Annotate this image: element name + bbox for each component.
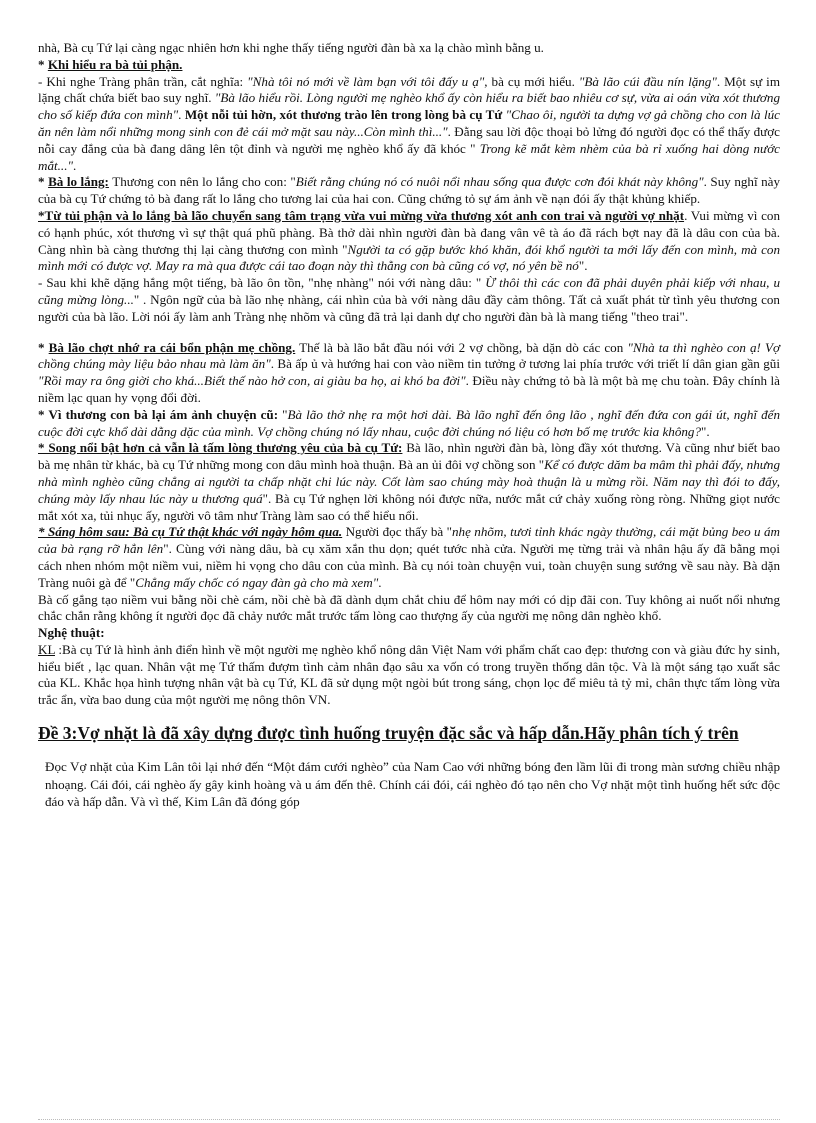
paragraph (38, 208, 780, 275)
text: ". (578, 258, 588, 274)
heading-text: * Vì thương con bà lại ám ảnh chuyện cũ: (38, 406, 279, 422)
text: ". Cùng với nàng dâu, bà cụ xăm xắn thu dọn; quét tước nhà cửa. Người mẹ từng trải và nhân hậu ấy đã bằng mọi cách nhen nhóm một niềm vui, niềm hi vọng cho dâu con của mình. Bà cụ nói toàn chuyện vui, toàn chuyện sung sướng về sau này. Bà dặn Tràng nuôi gà để " (38, 541, 780, 590)
paragraph (38, 440, 780, 524)
text: " (278, 406, 288, 422)
text: . Suy nghĩ này của bà cụ Tứ chứng tỏ bà đang rất lo lắng cho tương lai của hai con. Cũng chứng tỏ sự ám ảnh về nạn đói ấy thật khủng khiếp. (38, 174, 781, 207)
text: Thế là bà lão bắt đầu nói với 2 vợ chồng, bà dặn dò các con (295, 339, 628, 355)
text: ". (701, 423, 710, 439)
bullet-star: * (38, 56, 48, 72)
heading-text: Khi hiểu ra bà tủi phận. (47, 56, 183, 72)
quote: Người ta có gặp bước khó khăn, đói khổ người ta mới lấy đến con mình, mà con mình mới có được vợ. May ra mà qua được cái tao đoạn này thì thằng con bà cũng có vợ, nó yên bề nó (38, 241, 780, 274)
quote: Kể có được dăm ba mâm thì phải đấy, nhưng nhà mình nghèo cũng chẳng ai người ta chấp nhặt chi lúc này. Cốt làm sao chúng mày hoà thuận là u mừng rồi. Năm nay thì đói to đấy, chúng mày lấy nhau lúc này u thương quá (38, 457, 780, 506)
paragraph (38, 340, 780, 407)
heading-text: * Sáng hôm sau: Bà cụ Tứ thật khác với ngày hôm qua. (38, 524, 343, 540)
paragraph (38, 275, 780, 325)
text: . Vui mừng vì con có hạnh phúc, xót thương vì sự thật quá phũ phàng. Bà thở dài nhìn người đàn bà đang vân vê tà áo đã rách bợt nay đã là dâu con của bà. Càng nhìn bà càng thương thị lại càng thương con mình " (38, 207, 781, 257)
paragraph (38, 174, 780, 208)
text: . Một sự im lặng chất chứa biết bao suy nghĩ. (38, 73, 781, 106)
bullet-star: * (38, 339, 49, 355)
paragraph (38, 524, 780, 591)
quote: "Rồi may ra ông giời cho khá...Biết thế nào hở con, ai giàu ba họ, ai khó ba đời" (38, 373, 466, 389)
quote: "Bà lão cúi đầu nín lặng" (578, 73, 717, 89)
text: nhà, Bà cụ Tứ lại càng ngạc nhiên hơn khi nghe thấy tiếng người đàn bà xa lạ chào mình bằng u. (38, 40, 544, 55)
paragraph (38, 40, 780, 57)
section-heading (38, 57, 780, 74)
section-heading (38, 625, 780, 642)
text: . Điều này chứng tỏ bà là một bà mẹ chu toàn. Đây chính là niềm lạc quan hy vọng đổi đời. (38, 373, 780, 405)
paragraph (38, 592, 780, 626)
heading-text: * Song nổi bật hơn cả vẫn là tấm lòng thương yêu của bà cụ Tứ: (38, 440, 403, 456)
text: . (378, 574, 382, 590)
text: Thương con nên lo lắng cho con: " (108, 174, 296, 190)
heading-text: *Từ tủi phận và lo lắng bà lão chuyển sang tâm trạng vừa vui mừng vừa thương xót anh con trai và người vợ nhặt (38, 207, 685, 223)
paragraph (38, 642, 780, 709)
quote: "Bà lão hiểu rồi. Lòng người mẹ nghèo khổ ấy còn hiểu ra biết bao nhiêu cơ sự, vừa ai oán vừa xót thương cho số kiếp đứa con mình" (38, 90, 780, 123)
page-bottom-rule (38, 1119, 780, 1123)
text: - Sau khi khẽ dặng hắng một tiếng, bà lão ôn tồn, "nhẹ nhàng" nói với nàng dâu: " (38, 275, 486, 291)
text: . (178, 107, 185, 123)
text: . Đằng sau lời độc thoại bỏ lửng đó người đọc có thể thấy được nỗi cay đắng của bà đang dâng lên tột đỉnh và người mẹ nghèo khổ ấy đã khóc " (38, 123, 780, 156)
quote: "Chao ôi, người ta dựng vợ gả chồng cho con là lúc ăn nên làm nổi những mong sinh con đẻ cái mở mặt sau này...Còn mình thì..." (38, 107, 780, 139)
text: - Khi nghe Tràng phân trần, cắt nghĩa: (38, 73, 248, 89)
essay-title: Đề 3:Vợ nhặt là đã xây dựng được tình huống truyện đặc sắc và hấp dẫn.Hãy phân tích ý trên (38, 723, 739, 744)
spacer (38, 326, 780, 340)
quote: Chẳng mấy chốc có ngay đàn gà cho mà xem" (135, 574, 379, 590)
text: , bà cụ mới hiểu. (484, 73, 579, 89)
quote: "Nhà ta thì nghèo con ạ! Vợ chồng chúng mày liệu bảo nhau mà làm ăn" (38, 339, 780, 372)
text: Người đọc thấy bà " (342, 524, 452, 540)
text: " . Ngôn ngữ của bà lão nhẹ nhàng, cái nhìn của bà với nàng dâu đầy cảm thông. Tất cả xuất phát từ tình yêu thương con người của bà lão. Lời nói ấy làm anh Tràng nhẹ nhõm và cũng đã trả lại danh dự cho người đàn bà là mang tiếng "theo trai". (38, 291, 780, 324)
quote: Ừ thôi thì các con đã phải duyên phải kiếp với nhau, u cũng mừng lòng... (38, 275, 780, 307)
abbrev: KL (38, 641, 55, 657)
intro-paragraph: Đọc Vợ nhặt của Kim Lân tôi lại nhớ đến “Một đám cưới nghèo” của Nam Cao với những bóng đen lầm lũi đi trong màn sương chiều nhập nhoạng. Cái đói, cái nghèo ấy gây kinh hoàng và u ám đến thê. Chính cái đói, cái nghèo đó tạo nên cho Vợ nhặt một tình huống hết sức độc đáo và hấp dẫn. Và vì thế, Kim Lân đã đóng góp (45, 759, 780, 810)
quote: Bà lão thở nhẹ ra một hơi dài. Bà lão nghĩ đến ông lão , nghĩ đến đứa con gái út, nghĩ đến cuộc đời cực khổ dài dằng dặc của mình. Vợ chồng chúng nó lấy nhau, cuộc đời chúng nó liệu có hơn bố mẹ trước kia không? (38, 406, 780, 439)
text: :Bà cụ Tứ là hình ảnh điển hình về một người mẹ nghèo khổ nông dân Việt Nam với phẩm chất cao đẹp: thương con và giàu đức hy sinh, hiểu biết , lạc quan. Nhân vật mẹ Tứ thấm đượm tình cảm nhân đạo sâu xa vốn có trong truyền thống dân tộc. Và là một sáng tạo xuất sắc của KL. Khắc họa hình tượng nhân vật bà cụ Tứ, KL đã sử dụng một ngòi bút trong sáng, chọn lọc để miêu tả tỷ mỉ, chân thực tấm lòng vừa trắc ẩn, vừa bao dung của một người mẹ nông thôn VN. (38, 641, 780, 708)
text: . (72, 157, 77, 173)
text: ". Bà cụ Tứ nghẹn lời không nói được nữa, nước mắt cứ chảy xuống ròng ròng. Những giọt nước mắt xót xa, tủi nhục ấy, người vô tâm như Tràng làm sao có thể hiểu nổi. (38, 490, 780, 523)
quote: Biết rằng chúng nó có nuôi nổi nhau sống qua được cơn đói khát này không" (295, 174, 704, 190)
paragraph (38, 74, 780, 175)
text: . Bà ấp ủ và hướng hai con vào niềm tin tưởng ở tương lai phía trước với triết lí dân gian gần gũi (270, 356, 780, 372)
quote: nhẹ nhõm, tươi tỉnh khác ngày thường, cái mặt bủng beo u ám của bà rạng rỡ hẳn lên (38, 524, 781, 557)
paragraph (38, 407, 780, 441)
bold-text: Một nỗi tủi hờn, xót thương trào lên trong lòng bà cụ Tứ (184, 107, 503, 123)
quote: "Nhà tôi nó mới về làm bạn với tôi đấy u ạ" (247, 73, 485, 89)
document-body (38, 40, 780, 811)
text: Bà lão, nhìn người đàn bà, lòng đầy xót thương. Và cũng như biết bao bà mẹ nhân từ khác, bà cụ Tứ những mong con dâu mình hoà thuận. Bà an ủi đôi vợ chồng son " (38, 440, 780, 473)
bullet-star: * (38, 174, 49, 190)
heading-text: Nghệ thuật: (38, 625, 105, 641)
heading-text: Bà lão chợt nhớ ra cái bổn phận mẹ chồng. (48, 339, 296, 355)
heading-text: Bà lo lắng: (48, 174, 109, 190)
text: Bà cố gắng tạo niềm vui bằng nồi chè cám, nồi chè bà đã dành dụm chắt chiu để hôm nay mới có dịp đãi con. Tuy không ai nuốt nổi nhưng chắc chắn rằng không ít người đọc đã chảy nước mắt trước tấm lòng cao thượng ấy của người mẹ nông dân nghèo khổ. (38, 591, 780, 624)
quote: Trong kẽ mắt kèm nhèm của bà rỉ xuống hai dòng nước mắt..." (38, 140, 780, 173)
